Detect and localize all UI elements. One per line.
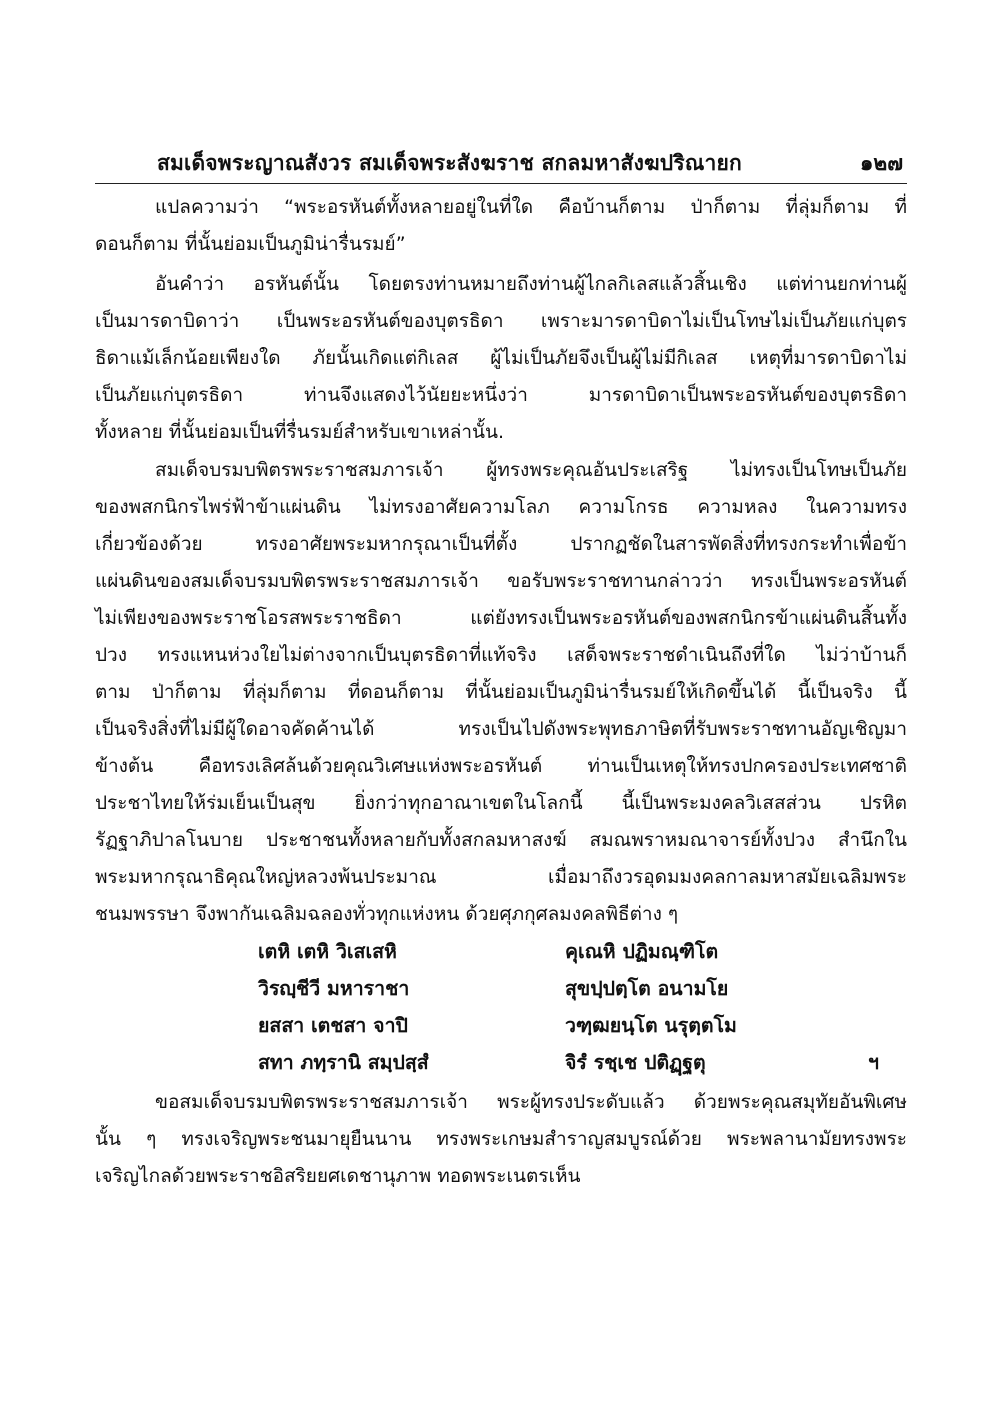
- paragraph-3-line-7: ตาม ป่าก็ตาม ที่ลุ่มก็ตาม ที่ดอนก็ตาม ที่นั้นย่อมเป็นภูมิน่ารื่นรมย์ให้เกิดขึ้นได้ นี้เป็นจริง นี้: [95, 681, 907, 703]
- paragraph-2-line-2: เป็นมารดาบิดาว่า เป็นพระอรหันต์ของบุตรธิดา เพราะมารดาบิดาไม่เป็นโทษไม่เป็นภัยแก่บุตร: [95, 310, 907, 332]
- paragraph-3-line-11: รัฏฐาภิปาลโนบาย ประชาชนทั้งหลายกับทั้งสกลมหาสงฆ์ สมณพราหมณาจารย์ทั้งปวง สำนึกใน: [95, 829, 907, 851]
- closing-line-3: เจริญไกลด้วยพระราชอิสริยยศเดชานุภาพ ทอดพระเนตรเห็น: [95, 1165, 581, 1187]
- page-number: ๑๒๗: [860, 151, 903, 175]
- verse-row-3-left: ยสสา เตชสา จาปิ: [258, 1014, 408, 1037]
- paragraph-3-line-12: พระมหากรุณาธิคุณใหญ่หลวงพ้นประมาณ เมื่อมาถึงวรอุดมมงคลกาลมหาสมัยเฉลิมพระ: [95, 866, 907, 888]
- verse-row-4-left: สทา ภทฺรานิ สมฺปสฺสํ: [258, 1051, 429, 1074]
- verse-row-4-right: จิรํ รชฺเช ปติฏฺฐตุ: [565, 1051, 706, 1074]
- verse-row-2-right: สุขปฺปตฺโต อนามโย: [565, 977, 729, 1000]
- paragraph-3-line-4: แผ่นดินของสมเด็จบรมบพิตรพระราชสมภารเจ้า ขอรับพระราชทานกล่าวว่า ทรงเป็นพระอรหันต์: [95, 570, 907, 592]
- header-title: สมเด็จพระญาณสังวร สมเด็จพระสังฆราช สกลมหาสังฆปริณายก: [157, 151, 742, 175]
- paragraph-1-line-2: ดอนก็ตาม ที่นั้นย่อมเป็นภูมิน่ารื่นรมย์”: [95, 233, 406, 255]
- paragraph-3-line-5: ไม่เพียงของพระราชโอรสพระราชธิดา แต่ยังทรงเป็นพระอรหันต์ของพสกนิกรข้าแผ่นดินสิ้นทั้ง: [95, 607, 907, 629]
- paragraph-2-line-4: เป็นภัยแก่บุตรธิดา ท่านจึงแสดงไว้นัยยะหนึ่งว่า มารดาบิดาเป็นพระอรหันต์ของบุตรธิดา: [95, 384, 907, 406]
- paragraph-3-line-1: สมเด็จบรมบพิตรพระราชสมภารเจ้า ผู้ทรงพระคุณอันประเสริฐ ไม่ทรงเป็นโทษเป็นภัย: [155, 459, 907, 481]
- verse-row-2-left: วิรญฺชีวี มหาราชา: [258, 977, 410, 1000]
- paragraph-2-line-3: ธิดาแม้เล็กน้อยเพียงใด ภัยนั้นเกิดแต่กิเลส ผู้ไม่เป็นภัยจึงเป็นผู้ไม่มีกิเลส เหตุที่มารดาบิดาไม่: [95, 347, 907, 369]
- verse-row-1-right: คุเณหิ ปฏิมณฺฑิโต: [565, 940, 719, 963]
- paragraph-2-line-1: อันคำว่า อรหันต์นั้น โดยตรงท่านหมายถึงท่านผู้ไกลกิเลสแล้วสิ้นเชิง แต่ท่านยกท่านผู้: [155, 273, 907, 295]
- closing-line-1: ขอสมเด็จบรมบพิตรพระราชสมภารเจ้า พระผู้ทรงประดับแล้ว ด้วยพระคุณสมุทัยอันพิเศษ: [155, 1091, 907, 1113]
- paragraph-3-line-2: ของพสกนิกรไพร่ฟ้าข้าแผ่นดิน ไม่ทรงอาศัยความโลภ ความโกรธ ความหลง ในความทรง: [95, 496, 907, 518]
- paragraph-3-line-13: ชนมพรรษา จึงพากันเฉลิมฉลองทั่วทุกแห่งหน ด้วยศุภกุศลมงคลพิธีต่าง ๆ: [95, 903, 679, 925]
- paragraph-3-line-6: ปวง ทรงแหนห่วงใยไม่ต่างจากเป็นบุตรธิดาที่แท้จริง เสด็จพระราชดำเนินถึงที่ใด ไม่ว่าบ้านก็: [95, 644, 907, 666]
- verse-row-1-left: เตหิ เตหิ วิเสเสหิ: [258, 940, 397, 963]
- paragraph-3-line-9: ข้างต้น คือทรงเลิศล้นด้วยคุณวิเศษแห่งพระอรหันต์ ท่านเป็นเหตุให้ทรงปกครองประเทศชาติ: [95, 755, 907, 777]
- verse-end-mark: ฯ: [868, 1051, 879, 1074]
- paragraph-3-line-3: เกี่ยวข้องด้วย ทรงอาศัยพระมหากรุณาเป็นที่ตั้ง ปรากฏชัดในสารพัดสิ่งที่ทรงกระทำเพื่อข้า: [95, 533, 907, 555]
- paragraph-3-line-10: ประชาไทยให้ร่มเย็นเป็นสุข ยิ่งกว่าทุกอาณาเขตในโลกนี้ นี้เป็นพระมงคลวิเสสส่วน ปรหิต: [95, 792, 907, 814]
- verse-row-3-right: วฑฺฒยนฺโต นรุตฺตโม: [565, 1014, 737, 1037]
- page-header: [95, 145, 907, 184]
- paragraph-3-line-8: เป็นจริงสิ่งที่ไม่มีผู้ใดอาจคัดค้านได้ ทรงเป็นไปดังพระพุทธภาษิตที่รับพระราชทานอัญเชิญมา: [95, 718, 907, 740]
- paragraph-2-line-5: ทั้งหลาย ที่นั้นย่อมเป็นที่รื่นรมย์สำหรับเขาเหล่านั้น.: [95, 421, 505, 443]
- paragraph-1-line-1: แปลความว่า “พระอรหันต์ทั้งหลายอยู่ในที่ใด คือบ้านก็ตาม ป่าก็ตาม ที่ลุ่มก็ตาม ที่: [155, 196, 907, 218]
- closing-line-2: นั้น ๆ ทรงเจริญพระชนมายุยืนนาน ทรงพระเกษมสำราญสมบูรณ์ด้วย พระพลานามัยทรงพระ: [95, 1128, 907, 1150]
